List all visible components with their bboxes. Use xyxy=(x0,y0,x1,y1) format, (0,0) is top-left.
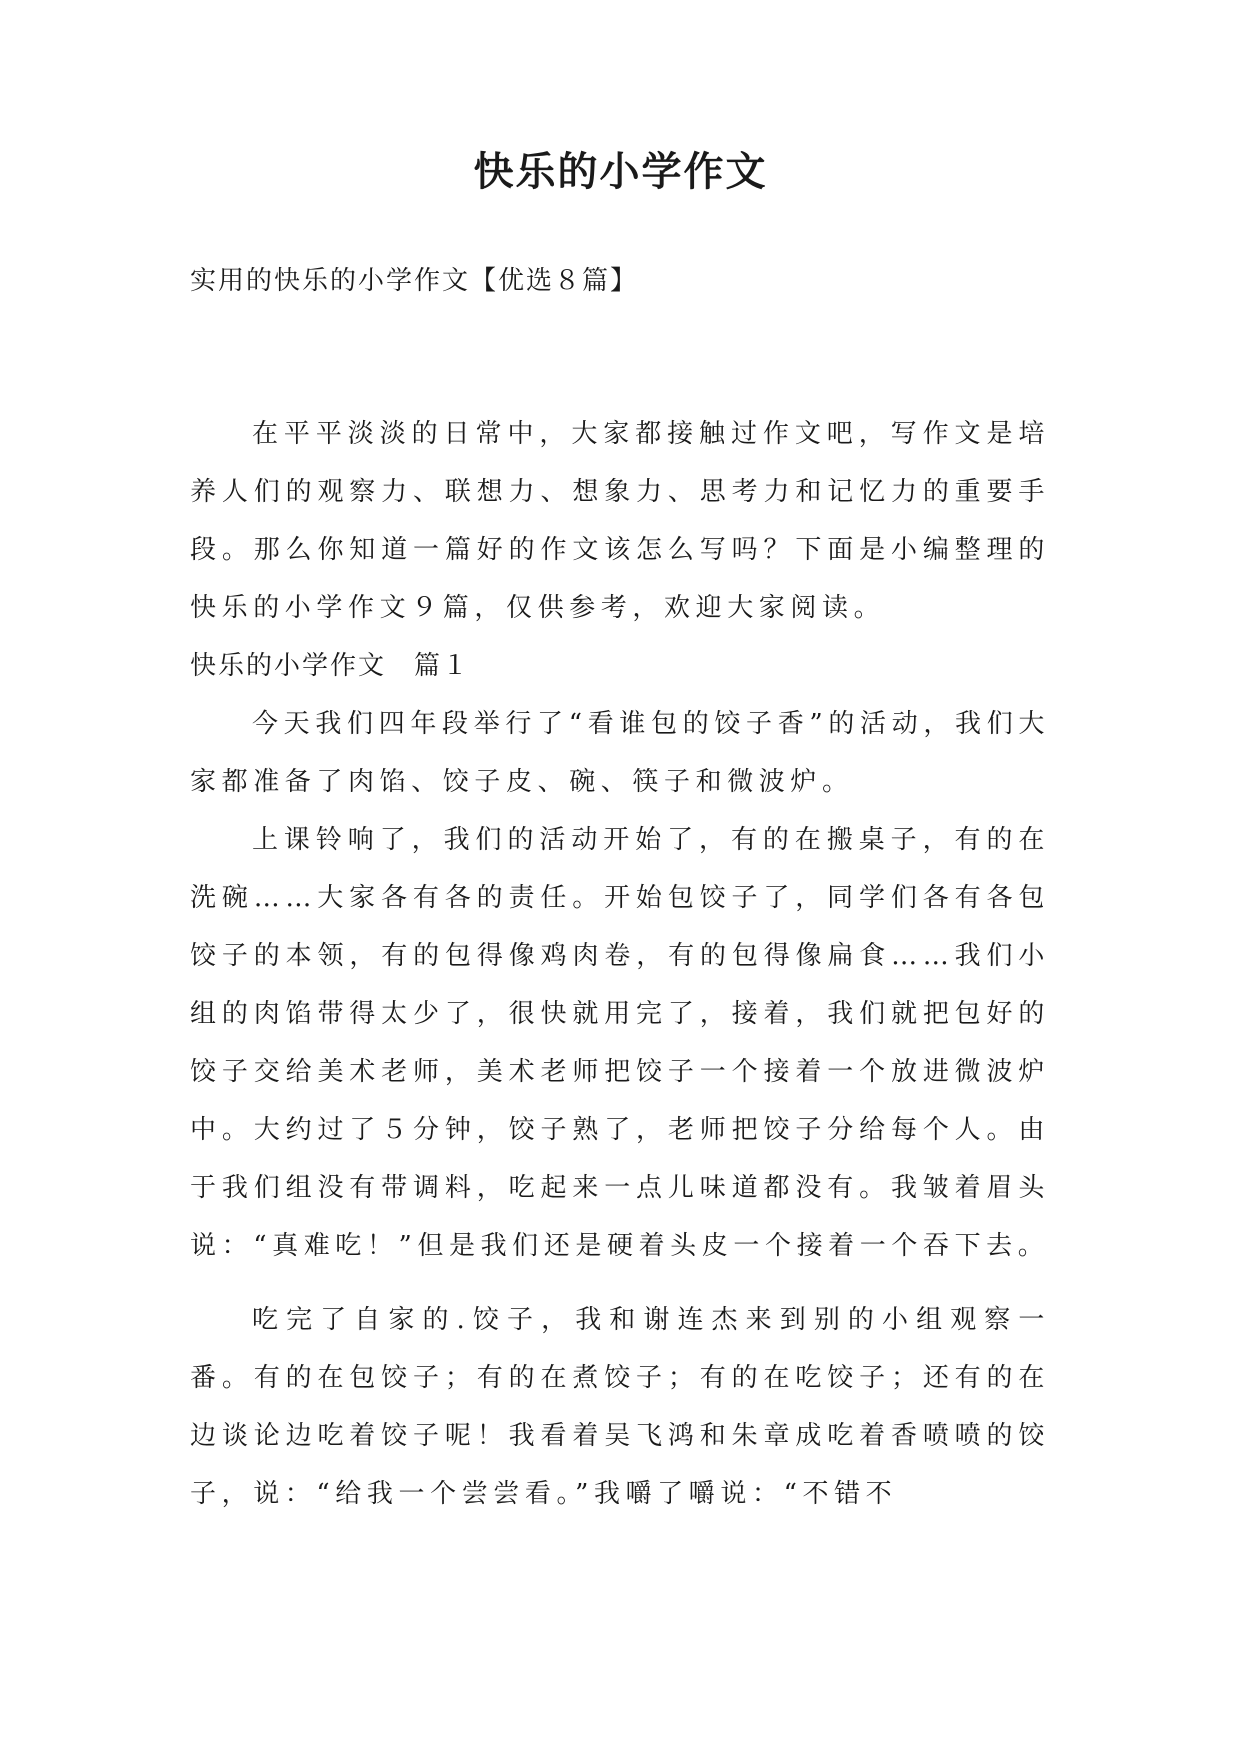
document-body xyxy=(190,405,1050,1523)
body-paragraph: 吃完了自家的.饺子，我和谢连杰来到别的小组观察一番。有的在包饺子；有的在煮饺子；有的在吃饺子；还有的在边谈论边吃着饺子呢！我看着吴飞鸿和朱章成吃着香喷喷的饺子，说：“给我一个尝尝看。”我嚼了嚼说：“不错不 xyxy=(190,1305,1050,1509)
document-title: 快乐的小学作文 xyxy=(473,148,768,195)
body-paragraph: 今天我们四年段举行了“看谁包的饺子香”的活动，我们大家都准备了肉馅、饺子皮、碗、筷子和微波炉。 xyxy=(190,709,1050,797)
section-heading: 快乐的小学作文 篇１ xyxy=(190,651,471,681)
document-subtitle: 实用的快乐的小学作文【优选８篇】 xyxy=(190,266,639,296)
body-paragraph: 上课铃响了，我们的活动开始了，有的在搬桌子，有的在洗碗……大家各有各的责任。开始包饺子了，同学们各有各包饺子的本领，有的包得像鸡肉卷，有的包得像扁食……我们小组的肉馅带得太少了，很快就用完了，接着，我们就把包好的饺子交给美术老师，美术老师把饺子一个接着一个放进微波炉中。大约过了５分钟，饺子熟了，老师把饺子分给每个人。由于我们组没有带调料，吃起来一点儿味道都没有。我皱着眉头说：“真难吃！”但是我们还是硬着头皮一个接着一个吞下去。 xyxy=(190,825,1050,1261)
intro-paragraph: 在平平淡淡的日常中，大家都接触过作文吧，写作文是培养人们的观察力、联想力、想象力、思考力和记忆力的重要手段。那么你知道一篇好的作文该怎么写吗？下面是小编整理的快乐的小学作文９篇，仅供参考，欢迎大家阅读。 xyxy=(190,419,1050,623)
